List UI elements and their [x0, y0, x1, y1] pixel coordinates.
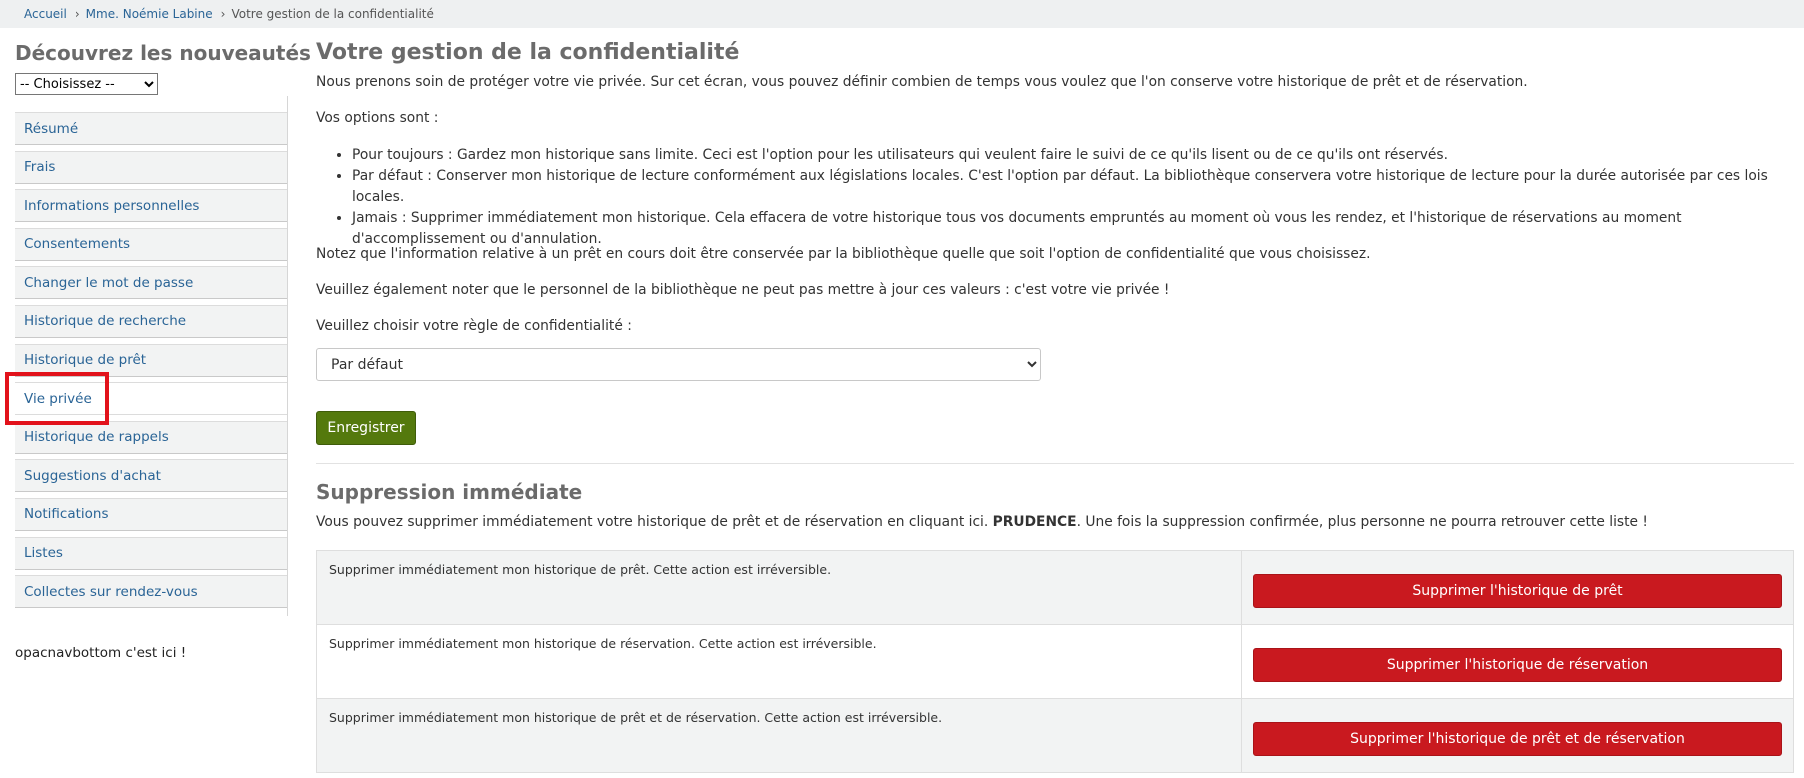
sidebar-item-label[interactable]: Historique de recherche: [24, 313, 187, 330]
breadcrumb-separator-icon: ›: [220, 7, 226, 21]
suppression-title: Suppression immédiate: [316, 480, 583, 504]
delete-action-cell: [1242, 551, 1794, 625]
delete-hold-history-button[interactable]: Supprimer l'historique de réservation: [1253, 648, 1782, 682]
delete-history-table: [316, 550, 1794, 773]
breadcrumb: [0, 0, 1804, 28]
options-label: Vos options sont :: [316, 110, 439, 126]
breadcrumb-home-link[interactable]: Accueil: [24, 7, 67, 21]
options-list: [316, 145, 1792, 250]
sidebar-item-notifications[interactable]: [15, 498, 287, 531]
sidebar-item-label[interactable]: Vie privée: [24, 390, 92, 407]
sidebar-item-label[interactable]: Notifications: [24, 506, 109, 523]
suppression-text-before: Vous pouvez supprimer immédiatement votre historique de prêt et de réservation en cliquant ici.: [316, 514, 993, 530]
sidebar-item-historique-pret[interactable]: [15, 344, 287, 377]
delete-description: Supprimer immédiatement mon historique de réservation. Cette action est irréversible.: [317, 625, 1242, 699]
choose-privacy-label: Veuillez choisir votre règle de confidentialité :: [316, 318, 632, 334]
news-select[interactable]: [15, 73, 158, 95]
intro-text: Nous prenons soin de protéger votre vie privée. Sur cet écran, vous pouvez définir combien de temps vous voulez que l'on conserve votre historique de prêt et de réservation.: [316, 74, 1528, 90]
note-current-loan: Notez que l'information relative à un prêt en cours doit être conservée par la bibliothèque quelle que soit l'option de confidentialité que vous choisissez.: [316, 246, 1371, 262]
page-title: Votre gestion de la confidentialité: [316, 40, 740, 65]
sidebar-item-label[interactable]: Suggestions d'achat: [24, 467, 161, 484]
sidebar-item-label[interactable]: Informations personnelles: [24, 197, 200, 214]
sidebar-item-consentements[interactable]: [15, 228, 287, 261]
breadcrumb-separator-icon: ›: [74, 7, 80, 21]
sidebar-item-listes[interactable]: [15, 537, 287, 570]
sidebar-item-vie-privee[interactable]: [15, 382, 287, 415]
delete-loan-history-button[interactable]: Supprimer l'historique de prêt: [1253, 574, 1782, 608]
sidebar-item-historique-recherche[interactable]: [15, 305, 287, 338]
sidebar-item-label[interactable]: Consentements: [24, 236, 131, 253]
sidebar-item-label[interactable]: Frais: [24, 159, 56, 176]
breadcrumb-current: Votre gestion de la confidentialité: [231, 7, 434, 21]
sidebar-item-frais[interactable]: [15, 151, 287, 184]
sidebar-item-historique-rappels[interactable]: [15, 421, 287, 454]
note-staff: Veuillez également noter que le personnel de la bibliothèque ne peut pas mettre à jour ces valeurs : c'est votre vie privée !: [316, 282, 1170, 298]
prudence-warning: PRUDENCE: [992, 514, 1077, 530]
sidebar-item-label[interactable]: Historique de rappels: [24, 429, 169, 446]
sidebar-item-resume[interactable]: [15, 112, 287, 145]
delete-description: Supprimer immédiatement mon historique de prêt. Cette action est irréversible.: [317, 551, 1242, 625]
delete-action-cell: [1242, 699, 1794, 773]
sidebar-item-informations-personnelles[interactable]: [15, 189, 287, 222]
table-row: [317, 699, 1794, 773]
delete-action-cell: [1242, 625, 1794, 699]
sidebar-item-label[interactable]: Changer le mot de passe: [24, 274, 194, 291]
sidebar-item-label[interactable]: Collectes sur rendez-vous: [24, 583, 198, 600]
sidebar-item-label[interactable]: Résumé: [24, 120, 79, 137]
option-never: • Jamais : Supprimer immédiatement mon historique. Cela effacera de votre historique tous vos documents empruntés au moment où vous les rendez, et l'historique de réservations au moment d'accomplissement ou d'annulation.: [352, 208, 1792, 250]
table-row: [317, 551, 1794, 625]
delete-all-history-button[interactable]: Supprimer l'historique de prêt et de réservation: [1253, 722, 1782, 756]
user-menu-list: [15, 112, 287, 608]
sidebar-item-label[interactable]: Historique de prêt: [24, 352, 147, 369]
opac-nav-bottom: opacnavbottom c'est ici !: [15, 645, 187, 661]
suppression-intro: [316, 514, 1648, 530]
sidebar-item-label[interactable]: Listes: [24, 545, 63, 562]
suppression-text-after: . Une fois la suppression confirmée, plus personne ne pourra retrouver cette liste !: [1076, 514, 1648, 530]
save-button[interactable]: Enregistrer: [316, 411, 416, 445]
user-menu: [15, 96, 288, 616]
option-forever: • Pour toujours : Gardez mon historique sans limite. Ceci est l'option pour les utilisateurs qui veulent faire le suivi de ce qu'ils lisent ou de ce qu'ils ont réservés.: [352, 145, 1792, 166]
delete-description: Supprimer immédiatement mon historique de prêt et de réservation. Cette action est irréversible.: [317, 699, 1242, 773]
privacy-select[interactable]: [316, 348, 1041, 381]
sidebar-item-collectes-rendez-vous[interactable]: [15, 575, 287, 608]
sidebar-item-changer-mot-de-passe[interactable]: [15, 266, 287, 299]
breadcrumb-user-link[interactable]: Mme. Noémie Labine: [85, 7, 213, 21]
sidebar-item-suggestions-achat[interactable]: [15, 459, 287, 492]
news-heading: Découvrez les nouveautés: [15, 41, 311, 65]
section-divider: [316, 463, 1794, 464]
table-row: [317, 625, 1794, 699]
option-default: • Par défaut : Conserver mon historique de lecture conformément aux législations locales. C'est l'option par défaut. La bibliothèque conservera votre historique de lecture pour la durée autorisée par ces lois locales.: [352, 166, 1792, 208]
